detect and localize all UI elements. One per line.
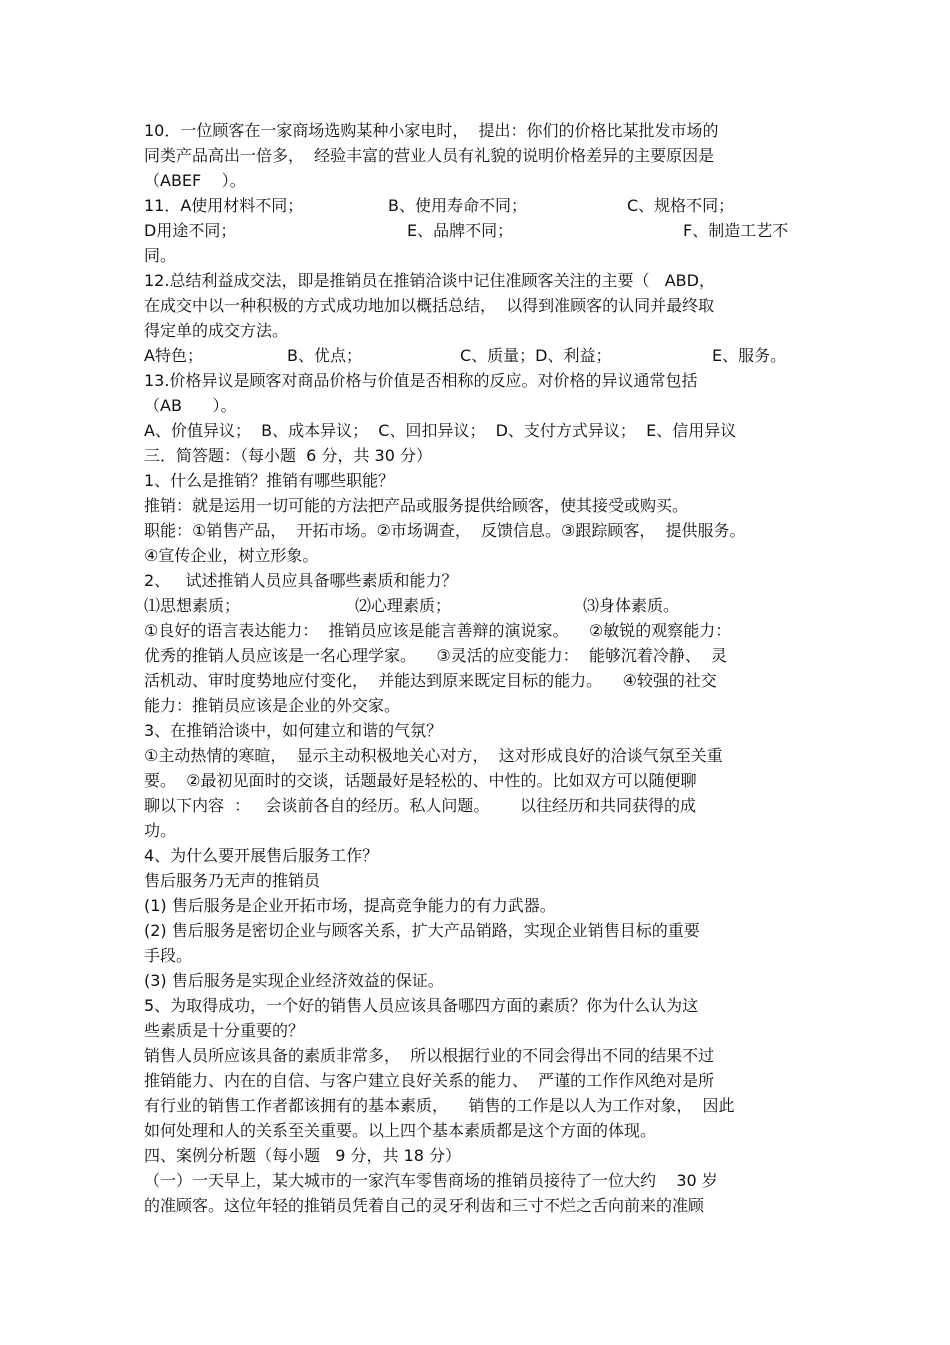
s2-quality-3: ⑶身体素质。 [583, 596, 680, 615]
s3-answer-3: 聊以下内容 ： 会谈前各自的经历。私人问题。 以往经历和共同获得的成 [144, 796, 696, 815]
s2-quality-1: ⑴思想素质； [144, 596, 241, 615]
s2-qualities [144, 593, 809, 618]
s5-question-1: 5、为取得成功，一个好的销售人员应该具备哪四方面的素质？你为什么认为这 [144, 996, 699, 1015]
s5-question-2: 些素质是十分重要的？ [144, 1021, 305, 1040]
s3-answer-2: 要。 ②最初见面时的交谈，话题最好是轻松的、中性的。比如双方可以随便聊 [144, 771, 697, 790]
q12-option-a: A特色； [144, 346, 203, 365]
s2-question: 2、 试述推销人员应具备哪些素质和能力？ [144, 571, 458, 590]
q11-option-e: E、品牌不同； [407, 221, 514, 240]
case1-line-2: 的准顾客。这位年轻的推销员凭着自己的灵牙利齿和三寸不烂之舌向前来的准顾 [144, 1196, 705, 1215]
q11-option-b: B、使用寿命不同； [388, 196, 527, 215]
s2-quality-2: ⑵心理素质； [355, 596, 452, 615]
q12-option-b: B、优点； [287, 346, 362, 365]
section4-heading: 四、案例分析题（每小题 9 分，共 18 分） [144, 1146, 462, 1165]
q13-line-1: 13.价格异议是顾客对商品价格与价值是否相称的反应。对价格的异议通常包括 [144, 371, 698, 390]
section3-heading: 三．简答题：（每小题 6 分，共 30 分） [144, 446, 432, 465]
q11-option-c: C、规格不同； [627, 196, 735, 215]
q10-line-2: 同类产品高出一倍多， 经验丰富的营业人员有礼貌的说明价格差异的主要原因是 [144, 146, 715, 165]
q12-option-cd: C、质量；D、利益； [460, 346, 612, 365]
s2-ability-2: 优秀的推销人员应该是一名心理学家。 ③灵活的应变能力： 能够沉着冷静、 灵 [144, 646, 728, 665]
q11-options-row-2 [144, 218, 809, 243]
s5-answer-2: 推销能力、内在的自信、与客户建立良好关系的能力、 严谨的工作作风绝对是所 [144, 1071, 715, 1090]
q13-line-2: （AB ）。 [144, 396, 237, 415]
s4-point-3: (3) 售后服务是实现企业经济效益的保证。 [144, 971, 444, 990]
q10-line-1: 10．一位顾客在一家商场选购某种小家电时， 提出：你们的价格比某批发市场的 [144, 121, 719, 140]
s2-ability-1: ①良好的语言表达能力： 推销员应该是能言善辩的演说家。 ②敏锐的观察能力： [144, 621, 732, 640]
q11-options-row-1 [144, 193, 809, 218]
q11-stem-option-a: 11．A使用材料不同； [144, 196, 304, 215]
q11-option-f: F、制造工艺不 [683, 221, 789, 240]
s5-answer-4: 如何处理和人的关系至关重要。以上四个基本素质都是这个方面的体现。 [144, 1121, 657, 1140]
q11-option-d: D用途不同； [144, 221, 237, 240]
s4-intro: 售后服务乃无声的推销员 [144, 871, 321, 890]
s3-question: 3、在推销洽谈中，如何建立和谐的气氛？ [144, 721, 443, 740]
s2-ability-3: 活机动、审时度势地应付变化， 并能达到原来既定目标的能力。 ④较强的社交 [144, 671, 717, 690]
s4-point-1: (1) 售后服务是企业开拓市场，提高竞争能力的有力武器。 [144, 896, 556, 915]
s4-question: 4、为什么要开展售后服务工作？ [144, 846, 379, 865]
q12-option-e: E、服务。 [712, 346, 787, 365]
s5-answer-3: 有行业的销售工作者都该拥有的基本素质， 销售的工作是以人为工作对象， 因此 [144, 1096, 735, 1115]
case1-line-1: （一）一天早上，某大城市的一家汽车零售商场的推销员接待了一位大约 30 岁 [144, 1171, 718, 1190]
s1-question: 1、什么是推销？推销有哪些职能？ [144, 471, 395, 490]
q12-options [144, 343, 809, 368]
s3-answer-4: 功。 [144, 821, 177, 840]
s2-ability-4: 能力：推销员应该是企业的外交家。 [144, 696, 401, 715]
s1-answer-1: 推销：就是运用一切可能的方法把产品或服务提供给顾客，使其接受或购买。 [144, 496, 689, 515]
q11-tail: 同。 [144, 246, 177, 265]
s3-answer-1: ①主动热情的寒暄， 显示主动积极地关心对方， 这对形成良好的洽谈气氛至关重 [144, 746, 723, 765]
q10-line-3: （ABEF ）。 [144, 171, 246, 190]
s1-answer-3: ④宣传企业，树立形象。 [144, 546, 319, 565]
q12-line-1: 12.总结利益成交法，即是推销员在推销洽谈中记住准顾客关注的主要（ ABD， [144, 271, 715, 290]
document-body [144, 118, 809, 1218]
q13-options: A、价值异议； B、成本异议； C、回扣异议； D、支付方式异议； E、信用异议 [144, 421, 737, 440]
s4-point-2-cont: 手段。 [144, 946, 193, 965]
s5-answer-1: 销售人员所应该具备的素质非常多， 所以根据行业的不同会得出不同的结果不过 [144, 1046, 715, 1065]
s1-answer-2: 职能：①销售产品， 开拓市场。②市场调查， 反馈信息。③跟踪顾客， 提供服务。 [144, 521, 746, 540]
q12-line-3: 得定单的成交方法。 [144, 321, 289, 340]
q12-line-2: 在成交中以一种积极的方式成功地加以概括总结， 以得到准顾客的认同并最终取 [144, 296, 715, 315]
s4-point-2: (2) 售后服务是密切企业与顾客关系，扩大产品销路，实现企业销售目标的重要 [144, 921, 700, 940]
